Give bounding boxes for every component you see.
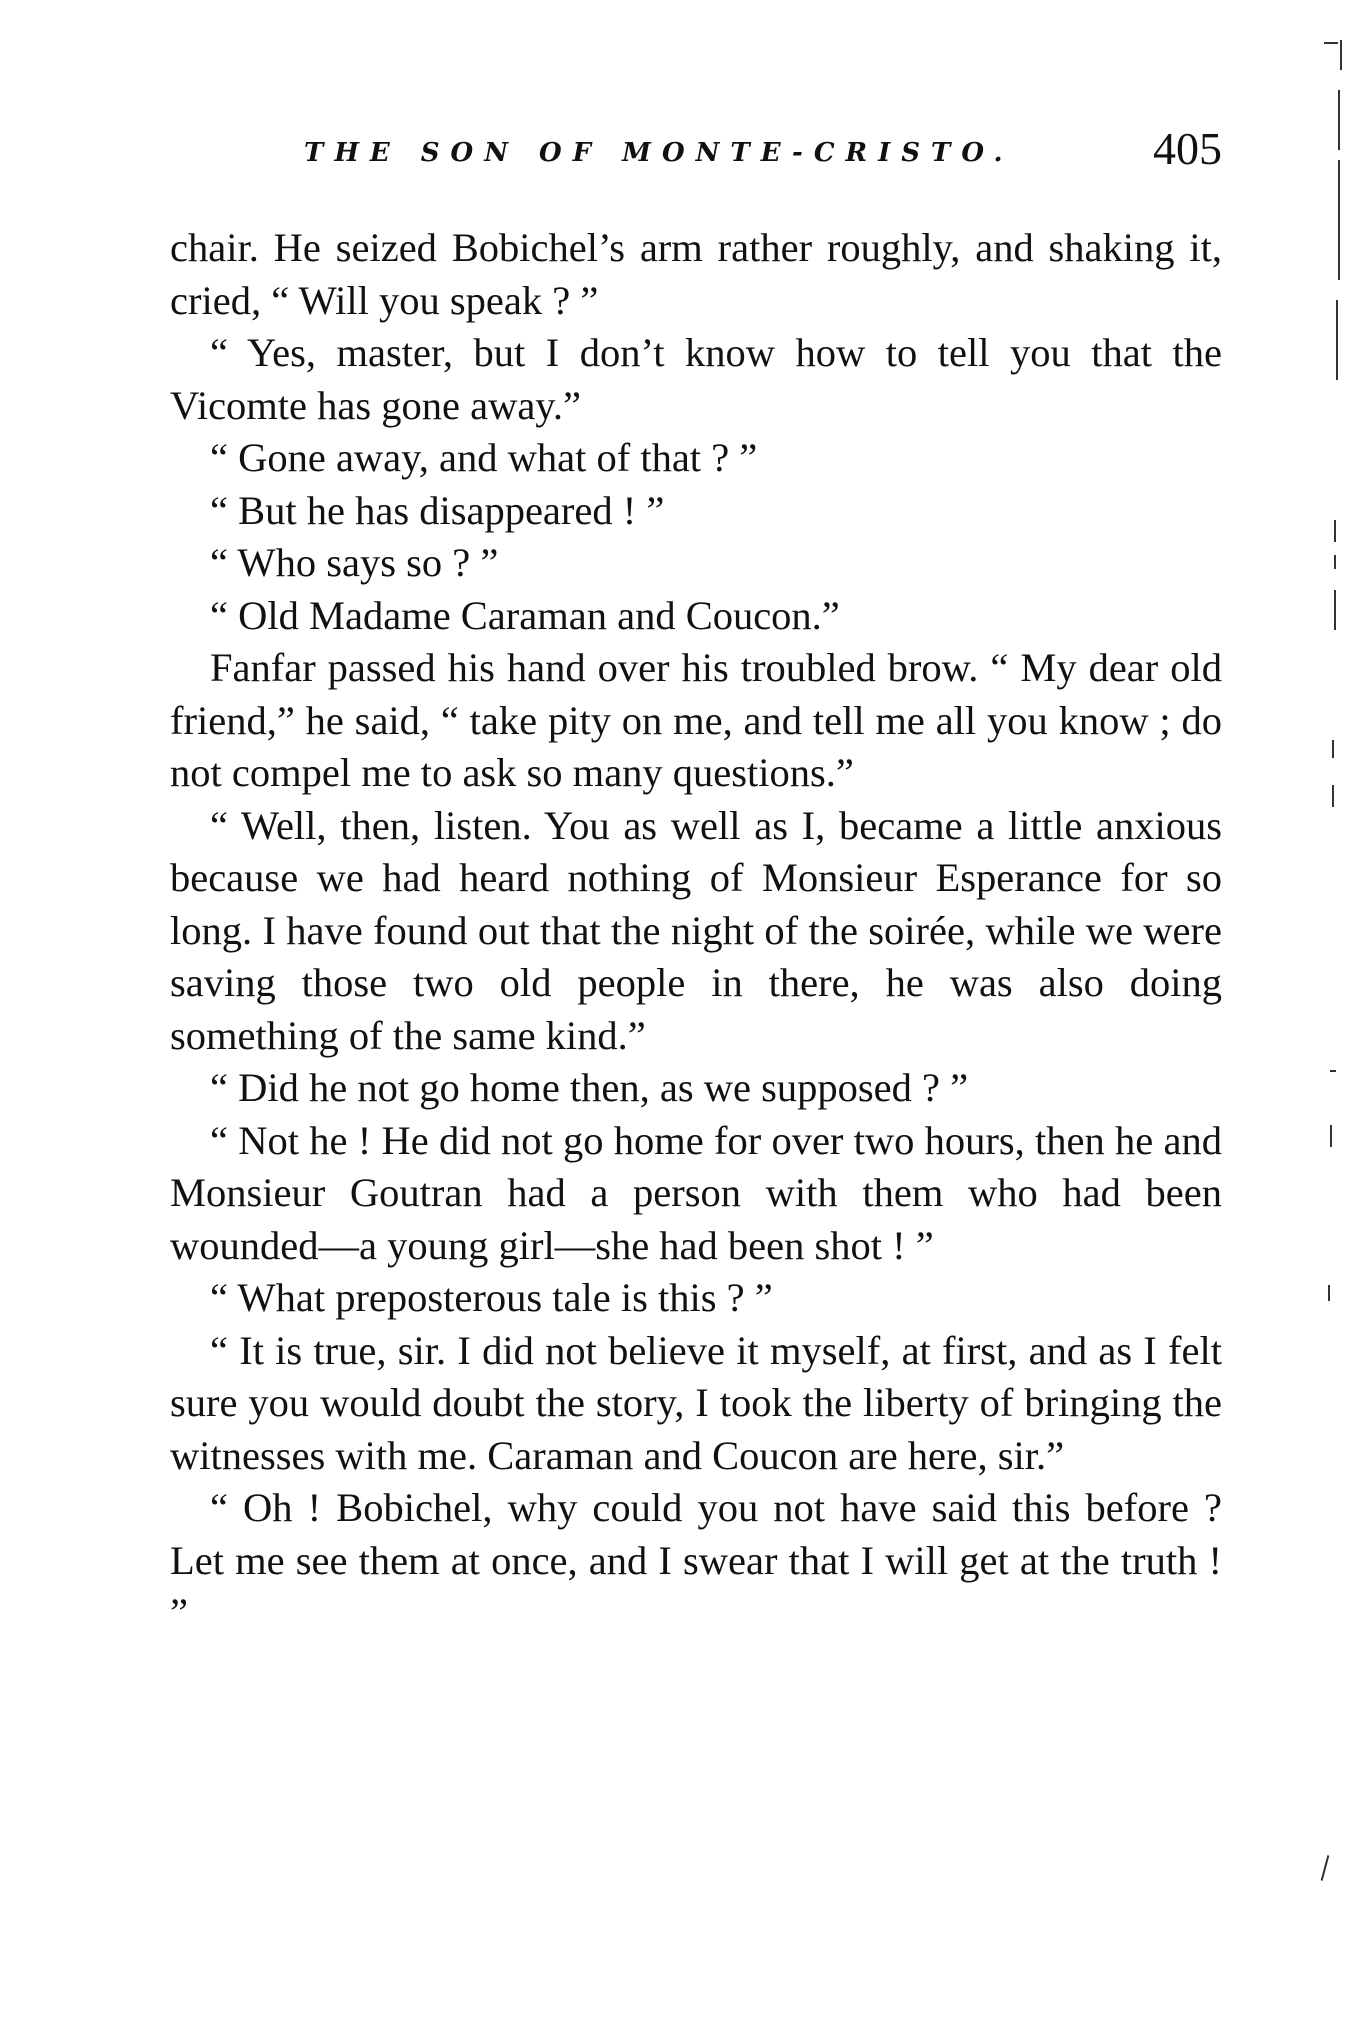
paragraph: “ Old Madame Caraman and Coucon.” — [210, 592, 840, 638]
scan-mark — [1338, 160, 1340, 280]
scan-mark — [1338, 90, 1340, 150]
paragraph: “ Well, then, listen. You as well as I, became a little anxious because we had heard nothing of Monsieur Esperance for so long. I have found out that the night of the soirée, while we were saving those two old people in there, he was also doing something of the same kind.” — [170, 802, 1222, 1058]
paragraph: “ Not he ! He did not go home for over two hours, then he and Monsieur Goutran had a person with them who had been wounded—a young girl—she had been shot ! ” — [170, 1117, 1222, 1268]
scan-mark — [1330, 1070, 1336, 1072]
paragraph: “ Who says so ? ” — [210, 540, 499, 585]
scan-margin-marks — [1280, 0, 1340, 2035]
scan-mark — [1328, 1285, 1330, 1301]
scan-mark — [1330, 1125, 1332, 1147]
paragraph: “ But he has disappeared ! ” — [210, 487, 665, 533]
paragraph: “ Gone away, and what of that ? ” — [210, 435, 758, 480]
scan-mark — [1321, 1855, 1330, 1881]
paragraph: “ Did he not go home then, as we supposed ? ” — [210, 1065, 969, 1110]
scan-mark — [1340, 40, 1342, 70]
scan-mark — [1332, 785, 1334, 807]
paragraph: Fanfar passed his hand over his troubled brow. “ My dear old friend,” he said, “ take pity on me, and tell me all you know ; do not compel me to ask so many questions.” — [170, 645, 1222, 795]
paragraph: chair. He seized Bobichel’s arm rather roughly, and shaking it, cried, “ Will you speak ? ” — [170, 225, 1222, 323]
scan-mark — [1336, 300, 1338, 380]
page-header — [170, 120, 1222, 180]
paragraph: “ It is true, sir. I did not believe it myself, at first, and as I felt sure you would doubt the story, I took the liberty of bringing the witnesses with me. Caraman and Coucon are here, sir.” — [170, 1327, 1222, 1478]
page-number: 405 — [1153, 123, 1222, 174]
scan-mark — [1334, 590, 1336, 630]
paragraph: “ What preposterous tale is this ? ” — [210, 1275, 773, 1320]
scan-mark — [1324, 42, 1338, 44]
scan-mark — [1332, 740, 1334, 758]
body-text — [170, 222, 1222, 1640]
running-title: THE SON OF MONTE-CRISTO. — [304, 138, 1014, 168]
scan-mark — [1334, 555, 1336, 569]
paragraph: “ Yes, master, but I don’t know how to tell you that the Vicomte has gone away.” — [170, 330, 1222, 428]
paragraph: “ Oh ! Bobichel, why could you not have said this before ? Let me see them at once, and I swear that I will get at the truth ! ” — [170, 1485, 1222, 1635]
scan-mark — [1334, 520, 1336, 542]
